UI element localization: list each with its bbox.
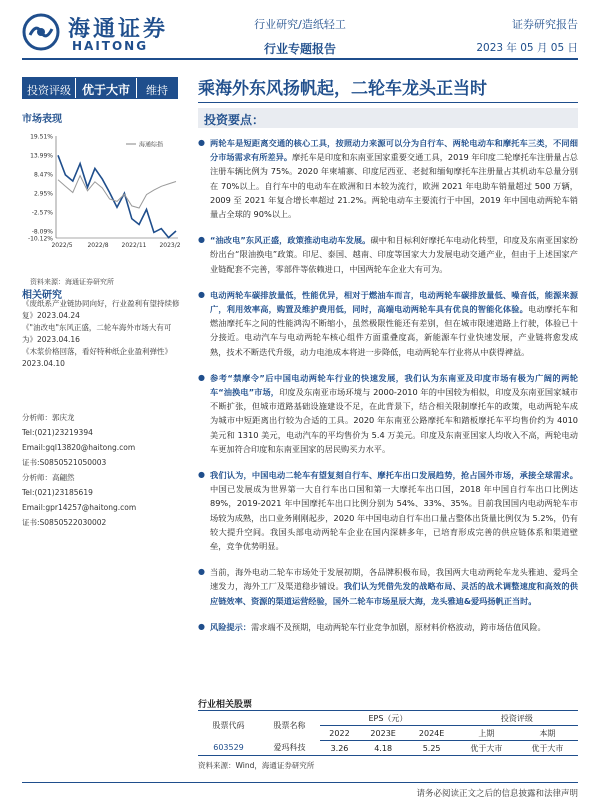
- key-point-body: 电动摩托车和燃油摩托车之间的性能鸿沟不断缩小，虽然极限性能还有差别，但在城市限速道路上行驶，体验已十分接近。电动汽车与电动两轮车核心组件方面重叠度高，新能源车行业快速发展，产业链将愈发成熟，技术不断迭代升级，动力电池成本将进一步降低，电动两轮车行业将从中获得裨益。: [210, 304, 578, 357]
- related-item[interactable]: 《"油改电"东风正盛，二轮车海外市场大有可为》2023.04.16: [22, 323, 172, 344]
- col-header-code: 股票代码: [198, 711, 259, 741]
- legend-label: 海通综指: [139, 141, 164, 149]
- analyst-cert: 证书:S0850522030002: [22, 518, 107, 527]
- rating-box: [22, 77, 178, 99]
- analyst-tel: Tel:(021)23219394: [22, 428, 93, 437]
- related-item[interactable]: 《木浆价格回落，看好特种纸企业盈利弹性》2023.04.10: [22, 347, 172, 368]
- bullet-icon: ●: [198, 567, 205, 577]
- bullet-icon: ●: [198, 138, 205, 147]
- key-point: [198, 233, 578, 276]
- y-tick-label: 19.51%: [30, 133, 53, 141]
- table-header-row: [198, 711, 578, 726]
- series-line-sector: [58, 155, 176, 237]
- header-divider: [22, 58, 578, 60]
- key-point-body: 印度及东南亚市场环境与 2000-2010 年的中国较为相似，印度及东南亚国家城市不断扩张，但城市道路基础设施建设不足，在此背景下，结合相关限制摩托车的政策，电动两轮车成为城市中短距离出行较为合适的工具。2020 年东南亚公路摩托车和踏板摩托车平均售价约为 4010 美元和 1310 美元，电动汽车的平均售价为 5.4 万美元。印度及东南亚国家人均收入不高，两轮电动车更加符合印度和东南亚国家的居民购买力水平。: [210, 387, 578, 454]
- key-point-body: 当前，海外电动二轮车市场处于发展初期，各品牌积极布局，我国两大电动两轮车龙头雅迪、爱玛全速发力，海外工厂及渠道稳步铺设。: [210, 567, 578, 592]
- analyst-info: [22, 410, 182, 530]
- title-divider: [198, 102, 578, 103]
- cell-eps-2022: 3.26: [320, 741, 359, 756]
- related-list: [22, 298, 182, 370]
- bullet-icon: ●: [198, 470, 205, 480]
- analyst-email[interactable]: Email:gql13820@haitong.com: [22, 443, 136, 452]
- stock-table-title: 行业相关股票: [198, 700, 253, 710]
- report-date: 2023 年 05 月 05 日: [476, 42, 578, 54]
- key-point-lead: 电动两轮车碳排放量低，性能优异，相对于燃油车而言，电动两轮车碳排放量低、噪音低，能源来源广，利用效率高，购置及维护费用低，同时，高端电动两轮车具有优良的智能化体验。: [210, 289, 578, 315]
- page-title: 乘海外东风扬帆起，二轮车龙头正当时: [198, 79, 487, 99]
- logo-english: HAITONG: [72, 39, 149, 53]
- table-source: 资料来源：Wind，海通证券研究所: [198, 761, 315, 770]
- col-header-eps: EPS（元）: [320, 711, 456, 726]
- key-point-lead: 两轮车是短距离交通的核心工具，按照动力来源可以分为自行车、两轮电动车和摩托车三类，不同细分市场需求有所差异。: [210, 138, 578, 163]
- col-header-rating: 投资评级: [456, 711, 578, 726]
- y-tick-label: -2.57%: [31, 209, 53, 217]
- key-point-lead: 我们认为，中国电动二轮车有望复刻自行车、摩托车出口发展趋势，抢占国外市场，承接全球需求。: [210, 470, 578, 481]
- market-perf-chart: [22, 128, 182, 258]
- cell-code: 603529: [198, 741, 259, 756]
- y-tick-label: -8.09%: [31, 228, 53, 236]
- x-tick-label: 2022/11: [121, 242, 147, 249]
- chart-source: 资料来源：海通证券研究所: [30, 278, 114, 286]
- x-tick-label: 2022/8: [87, 242, 109, 249]
- related-heading: 相关研究: [22, 290, 62, 301]
- key-point-body: 中国已发展成为世界第一大自行车出口国和第一大摩托车出口国，2018 年中国自行车出口比例达 89%，2019-2021 年中国摩托车出口比例分别为 54%、33%、35%。目前我国国内电动两轮车市场较为成熟，出口业务刚刚起步，2020 年中国电动自行车出口量占整体出货量比例仅为 5.2%，仍有较大提升空间。我国头部电动两轮车企业在国内深耕多年，已培育形成完善的供应链体系和渠道壁垒，竞争优势明显。: [210, 484, 578, 552]
- x-tick-label: 2023/2: [159, 242, 181, 249]
- col-header-curr: 本期: [517, 726, 578, 741]
- col-header-2024e: 2024E: [407, 726, 455, 741]
- col-header-2023e: 2023E: [359, 726, 407, 741]
- cell-eps-2024e: 5.25: [407, 741, 455, 756]
- key-point: [198, 565, 578, 608]
- y-tick-label: 2.95%: [33, 190, 53, 198]
- col-header-2022: 2022: [320, 726, 359, 741]
- analyst-tel: Tel:(021)23185619: [22, 488, 93, 497]
- cell-name: 爱玛科技: [259, 741, 320, 756]
- footer-divider: [22, 782, 578, 783]
- key-point-lead: 风险提示：: [210, 621, 251, 632]
- x-tick-label: 2022/5: [51, 242, 73, 249]
- key-point: [198, 371, 578, 456]
- table-row: [198, 741, 578, 756]
- key-point-lead: 参考“禁摩令”后中国电动两轮车行业的快速发展，我们认为东南亚及印度市场有极为广阔的两轮车“油换电”市场，: [210, 372, 578, 398]
- col-header-name: 股票名称: [259, 711, 320, 741]
- key-point-body: 需求端不及预期，电动两轮车行业竞争加剧，原材料价格波动，跨市场估值风险。: [250, 621, 546, 632]
- key-point-body: 碳中和目标利好摩托车电动化转型，印度及东南亚国家纷纷出台“限油换电”政策。印尼、泰国、越南、印度等国家大力发展电动交通产业，但由于上述国家产业链配套不完善，零部件等依赖进口，中国两轮车企业大有可为。: [210, 235, 578, 274]
- analyst-email[interactable]: Email:gpr14257@haitong.com: [22, 503, 137, 512]
- market-perf-chart-svg: [22, 128, 182, 258]
- series-line-index: [58, 176, 176, 208]
- bullet-icon: ●: [198, 621, 205, 631]
- key-point-body: 摩托车是印度和东南亚国家重要交通工具，2019 年印度二轮摩托车注册量占总注册车辆比例为 75%。2020 年柬埔寨、印度尼西亚、老挝和缅甸摩托车注册量占其机动车总量分别在 70%以上。自行车中的电动车在欧洲和日本较为流行，欧洲 2021 年电助车销量超过 500 万辆，2009 至 2021 年复合增长率超过 21.2%。两轮电动车主要流行于中国，2019 年中国电动两轮车销量占全球的 90%以上。: [210, 152, 578, 220]
- bullet-icon: ●: [198, 235, 205, 245]
- key-point: [198, 136, 578, 221]
- key-points-heading: 投资要点：: [204, 113, 265, 127]
- y-tick-label: -10.12%: [27, 235, 53, 243]
- key-point: [198, 620, 578, 634]
- analyst-name: 分析师：高翩然: [22, 473, 75, 482]
- report-category: 行业研究/造纸轻工: [254, 18, 346, 31]
- key-point-lead: “油改电”东风正盛，政策推动电动车发展。: [210, 235, 371, 246]
- y-tick-label: 13.99%: [30, 152, 53, 160]
- report-subtype: 行业专题报告: [263, 42, 336, 56]
- cell-rating-prev: 优于大市: [456, 741, 517, 756]
- rating-label: 投资评级: [23, 78, 75, 98]
- footer-disclaimer: 请务必阅读正文之后的信息披露和法律声明: [416, 789, 578, 799]
- report-type-label: 证券研究报告: [512, 18, 578, 31]
- logo-chinese: 海通证券: [68, 16, 169, 42]
- analyst-name: 分析师：郭庆龙: [22, 413, 75, 422]
- key-point-lead: 我们认为凭借先发的战略布局、灵活的战术调整速度和高效的供应链效率、资源的渠道运营经验，国外二轮车市场星辰大海，龙头雅迪&爱玛扬帆正当时。: [210, 581, 578, 606]
- related-item[interactable]: 《废纸系产业链协同向好，行业盈利有望持续修复》2023.04.24: [22, 299, 180, 320]
- stock-table: [198, 710, 578, 756]
- key-points-list: [198, 136, 578, 646]
- rating-value: 优于大市: [75, 78, 136, 98]
- bullet-icon: ●: [198, 372, 205, 382]
- market-perf-heading: 市场表现: [22, 114, 62, 125]
- cell-eps-2023e: 4.18: [359, 741, 407, 756]
- key-point: [198, 468, 578, 553]
- col-header-prev: 上期: [456, 726, 517, 741]
- bullet-icon: ●: [198, 289, 205, 299]
- y-tick-label: 8.47%: [33, 171, 53, 179]
- cell-rating-curr: 优于大市: [517, 741, 578, 756]
- key-point: [198, 288, 578, 359]
- analyst-cert: 证书:S0850521050003: [22, 458, 107, 467]
- rating-change: 维持: [136, 78, 177, 98]
